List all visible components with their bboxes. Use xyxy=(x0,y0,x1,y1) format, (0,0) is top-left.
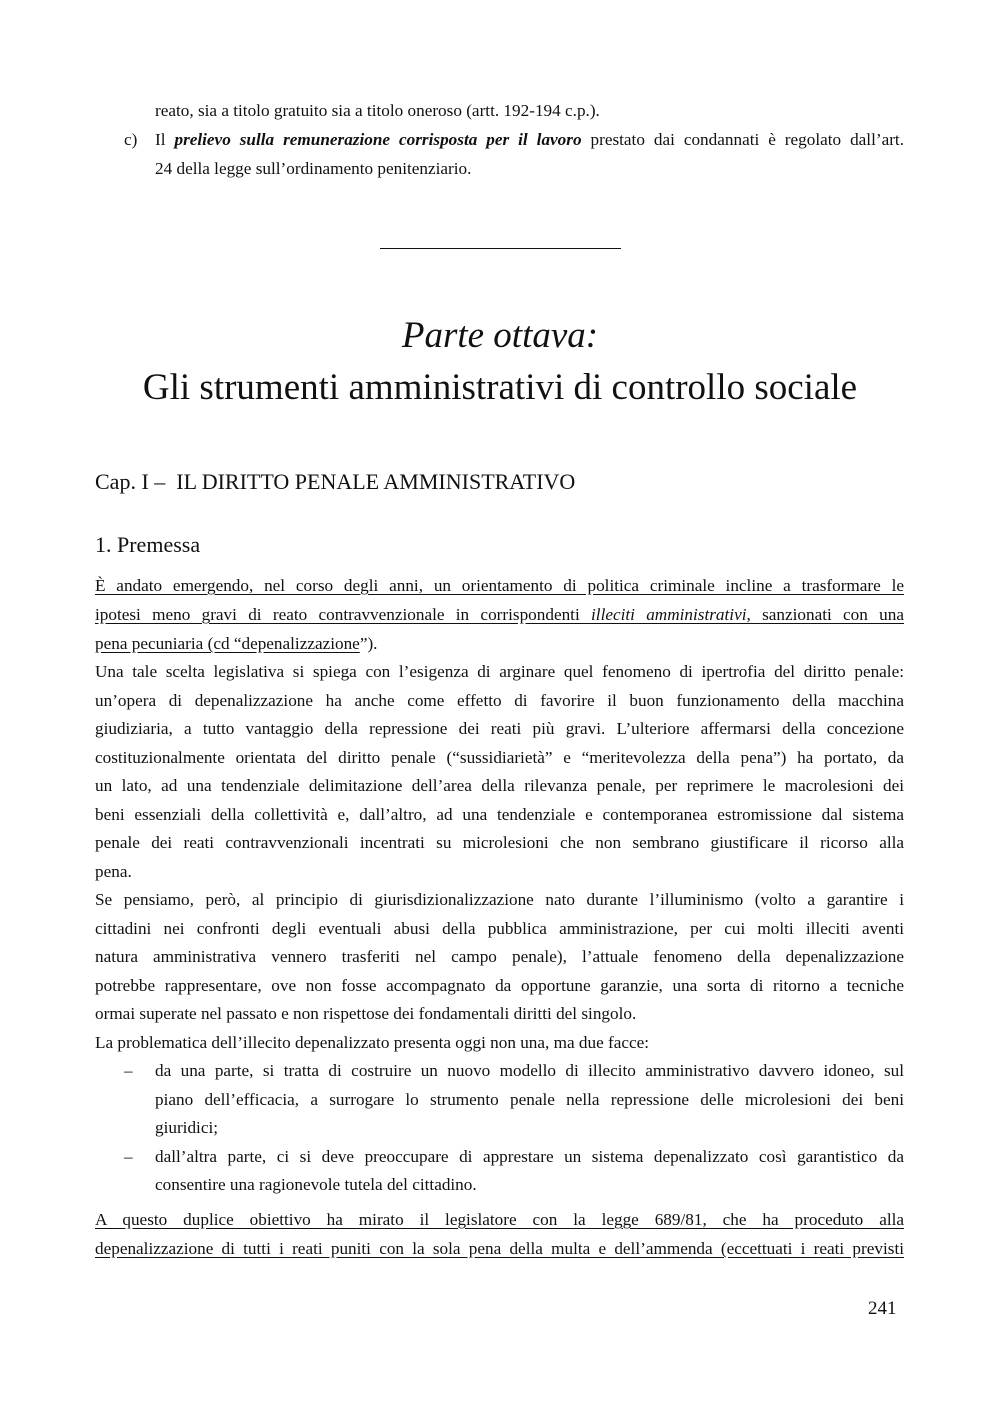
paragraph-2-line-1: Una tale scelta legislativa si spiega con l’esigenza di arginare quel fenomeno di ipertrofia del diritto penale: xyxy=(95,662,904,681)
list-item-c-line1 xyxy=(155,126,904,155)
part-title: Parte ottava: xyxy=(401,315,599,356)
bullet-2-line-2: consentire una ragionevole tutela del cittadino. xyxy=(155,1175,477,1194)
paragraph-3-line-2: cittadini nei confronti degli eventuali abusi della pubblica amministrazione, per cui molti illeciti aventi xyxy=(95,919,904,938)
text-span: prestato dai condannati è regolato dall’art. xyxy=(581,130,904,149)
text-span: Il xyxy=(155,130,175,149)
list-marker-c: c) xyxy=(124,130,138,149)
page-number: 241 xyxy=(868,1298,897,1319)
paragraph-2-line-4: costituzionalmente orientata del diritto penale (“sussidiarietà” e “meritevolezza della pena”) ha portato, da xyxy=(95,748,904,767)
part-subtitle: Gli strumenti amministrativi di controllo sociale xyxy=(142,367,858,408)
paragraph-5-line-1: A questo duplice obiettivo ha mirato il legislatore con la legge 689/81, che ha proceduto alla xyxy=(95,1210,904,1229)
paragraph-5-line-2: depenalizzazione di tutti i reati puniti con la sola pena della multa e dell’ammenda (eccettuati i reati previsti xyxy=(95,1239,904,1258)
bullet-dash: – xyxy=(124,1147,133,1166)
paragraph-2-line-5: un lato, ad una tendenziale delimitazione dell’area della rilevanza penale, per reprimere le macrolesioni dei xyxy=(95,776,904,795)
paragraph-3-line-5: ormai superate nel passato e non rispettose dei fondamentali diritti del singolo. xyxy=(95,1004,637,1023)
paragraph-2-line-8: pena. xyxy=(95,862,132,881)
text-span: ”). xyxy=(359,634,378,653)
chapter-heading: Cap. I – IL DIRITTO PENALE AMMINISTRATIVO xyxy=(95,469,576,494)
underlined-span: , sanzionati con una xyxy=(746,605,904,624)
underlined-italic-phrase: illeciti amministrativi xyxy=(591,605,747,624)
list-item-c-line2: 24 della legge sull’ordinamento penitenziario. xyxy=(155,159,472,178)
continuation-line: reato, sia a titolo gratuito sia a titolo oneroso (artt. 192-194 c.p.). xyxy=(155,101,600,120)
bullet-1-line-1: da una parte, si tratta di costruire un nuovo modello di illecito amministrativo davvero idoneo, sul xyxy=(155,1061,904,1080)
underlined-span: ipotesi meno gravi di reato contravvenzionale in corrispondenti xyxy=(95,605,592,624)
bullet-dash: – xyxy=(124,1061,133,1080)
paragraph-3-line-3: natura amministrativa vennero trasferiti nel campo penale), l’attuale fenomeno della depenalizzazione xyxy=(95,947,904,966)
paragraph-3-line-4: potrebbe rappresentare, ove non fosse accompagnato da opportune garanzie, una sorta di ritorno a tecniche xyxy=(95,976,904,995)
paragraph-1-line-3 xyxy=(95,630,377,659)
paragraph-3-line-1: Se pensiamo, però, al principio di giurisdizionalizzazione nato durante l’illuminismo (volto a garantire i xyxy=(95,890,904,909)
bullet-1-line-3: giuridici; xyxy=(155,1118,219,1137)
paragraph-2-line-3: giudiziaria, a tutto vantaggio della repressione dei reati più gravi. L’ulteriore affermarsi della concezione xyxy=(95,719,904,738)
section-separator xyxy=(380,248,621,249)
paragraph-1-line-2 xyxy=(95,601,904,630)
paragraph-2-line-2: un’opera di depenalizzazione ha anche come effetto di favorire il buon funzionamento della macchina xyxy=(95,691,904,710)
paragraph-2-line-6: beni essenziali della collettività e, dall’altro, ad una tendenziale e contemporanea estromissione dal sistema xyxy=(95,805,904,824)
paragraph-2-line-7: penale dei reati contravvenzionali incentrati su microlesioni che non sembrano giustificare il ricorso alla xyxy=(95,833,904,852)
paragraph-4: La problematica dell’illecito depenalizzato presenta oggi non una, ma due facce: xyxy=(95,1033,650,1052)
section-heading: 1. Premessa xyxy=(95,532,201,557)
bullet-1-line-2: piano dell’efficacia, a surrogare lo strumento penale nella repressione delle microlesioni dei beni xyxy=(155,1090,904,1109)
underlined-span: pena pecuniaria (cd “depenalizzazione xyxy=(95,634,360,653)
bold-italic-phrase: prelievo sulla remunerazione corrisposta per il lavoro xyxy=(174,130,582,149)
bullet-2-line-1: dall’altra parte, ci si deve preoccupare di apprestare un sistema depenalizzato così garantistico da xyxy=(155,1147,904,1166)
paragraph-1-line-1: È andato emergendo, nel corso degli anni, un orientamento di politica criminale incline a trasformare le xyxy=(95,576,904,595)
